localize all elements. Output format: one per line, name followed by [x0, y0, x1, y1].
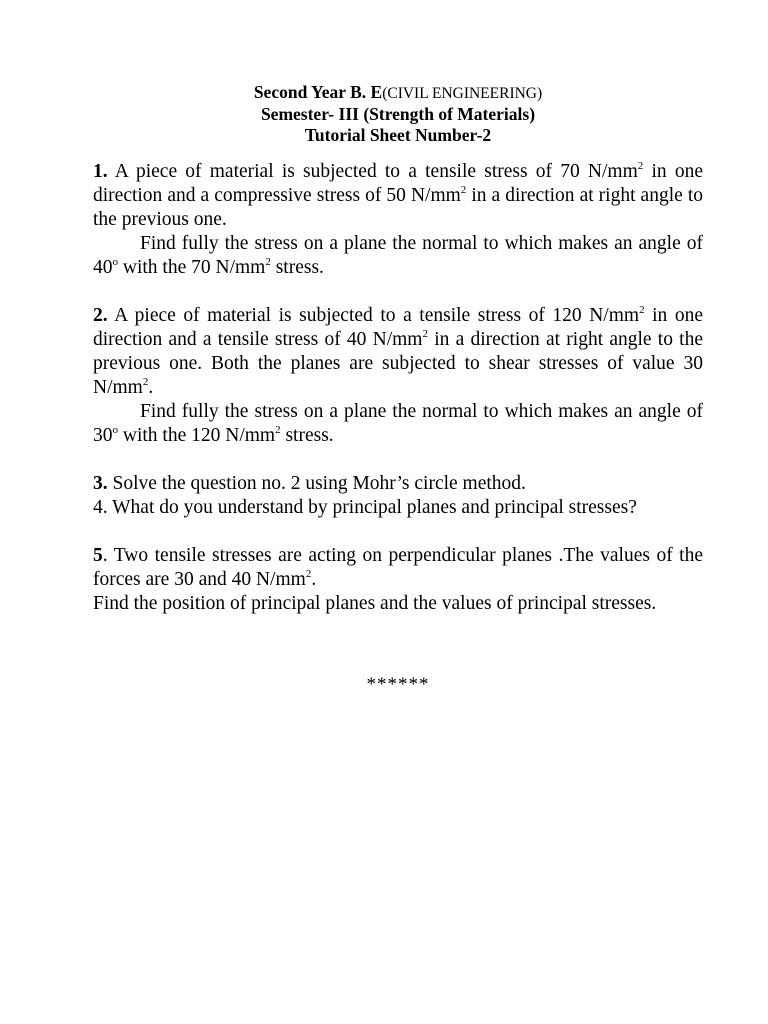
question-2-task: Find fully the stress on a plane the normal to which makes an angle of 30$^o$ with the 120 $N/mm^2$ stress. [93, 401, 703, 446]
question-5-task: Find the position of principal planes and the values of principal stresses. [93, 593, 657, 614]
superscript-degree: o [112, 255, 118, 268]
header-semester: Semester- III (Strength of Materials) [260, 104, 536, 124]
superscript-2: 2 [639, 303, 645, 316]
header-department: (CIVIL ENGINEERING) [382, 85, 543, 102]
superscript-2: 2 [460, 183, 467, 196]
question-1-number: 1. [93, 161, 108, 182]
question-2-number: 2. [93, 305, 108, 326]
question-2 [93, 304, 703, 448]
end-marker: ****** [366, 674, 430, 695]
superscript-2: 2 [422, 327, 428, 340]
superscript-2: 2 [275, 423, 281, 436]
superscript-2: 2 [142, 375, 149, 388]
question-5-statement: 5. Two tensile stresses are acting on perpendicular planes .The values of the forces are 30 and 40 $N/mm^2$. [93, 545, 703, 590]
document-page [93, 82, 703, 696]
document-header [93, 82, 703, 146]
question-3: 3. Solve the question no. 2 using Mohr’s circle method. [93, 473, 526, 494]
superscript-2: 2 [637, 159, 644, 172]
question-1-task: Find fully the stress on a plane the normal to which makes an angle of 40$^o$ with the 70 $N/mm^2$ stress. [93, 233, 703, 278]
question-1-statement: 1. A piece of material is subjected to a tensile stress of 70 $N/mm^2$ in one direction and a compressive stress of 50 $N/mm^2$ in a direction at right angle to the previous one. [93, 159, 703, 230]
superscript-2: 2 [265, 255, 271, 268]
superscript-2: 2 [305, 567, 312, 580]
question-1 [93, 160, 703, 280]
header-line-1 [93, 82, 703, 104]
superscript-degree: o [112, 423, 118, 436]
question-5-number: 5 [93, 545, 103, 566]
question-2-statement: 2. A piece of material is subjected to a tensile stress of 120 $N/mm^2$ in one direction and a tensile stress of 40 $N/mm^2$ in a direction at right angle to the previous one. Both the planes are subjected to shear stresses of value 30 $N/mm^2$. [93, 303, 704, 398]
question-5 [93, 544, 703, 616]
header-tutorial-title: Tutorial Sheet Number-2 [304, 125, 492, 145]
header-year: Second Year B. E [253, 82, 383, 102]
question-4: 4. What do you understand by principal planes and principal stresses? [93, 497, 637, 518]
question-3-number: 3. [93, 473, 108, 494]
